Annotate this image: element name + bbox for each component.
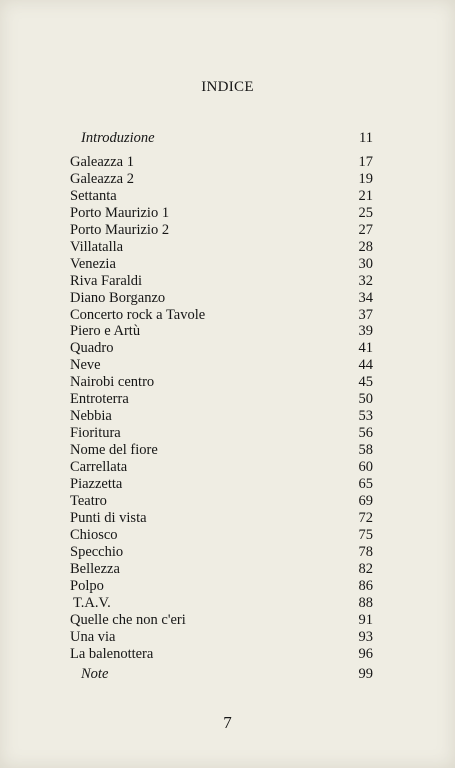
toc-entry-title: Nairobi centro — [70, 374, 155, 391]
index-title: INDICE — [201, 79, 254, 95]
toc-entry-title: Carrellata — [70, 459, 128, 476]
toc-entry-title: La balenottera — [70, 645, 154, 662]
toc-entry — [0, 476, 455, 493]
toc-entry — [0, 544, 455, 561]
toc-entry-title: Polpo — [70, 577, 104, 594]
toc-entry — [0, 442, 455, 459]
toc-entry — [0, 130, 455, 147]
toc-entry — [0, 323, 455, 340]
toc-entry — [0, 612, 455, 629]
toc-entry-title: Introduzione — [81, 130, 155, 146]
toc-entry-title: Specchio — [70, 543, 124, 560]
toc-entry-title: Diano Borganzo — [70, 289, 166, 306]
toc-entry-title: Bellezza — [70, 560, 120, 577]
toc-entry-title: T.A.V. — [73, 594, 111, 611]
toc-entry-title: Settanta — [70, 187, 117, 204]
toc-entry — [0, 425, 455, 442]
toc-entry — [0, 666, 455, 683]
toc-entry-page: 25 — [358, 204, 373, 221]
toc-entry-title: Entroterra — [70, 391, 129, 408]
toc-entry-title: Note — [81, 666, 109, 683]
toc-entry — [0, 357, 455, 374]
toc-entry — [0, 273, 455, 290]
toc-entry-title: Quelle che non c'eri — [70, 611, 186, 628]
toc-entry-title: Venezia — [70, 255, 116, 272]
toc-entry-page: 93 — [358, 628, 373, 645]
toc-entry — [0, 154, 455, 171]
toc-entry-page: 69 — [358, 492, 373, 509]
toc-entry — [0, 408, 455, 425]
toc-entry-title: Galeazza 1 — [70, 153, 134, 170]
toc-entry-title: Piazzetta — [70, 476, 123, 492]
toc-entry — [0, 374, 455, 391]
toc-entry-title: Nebbia — [70, 408, 112, 425]
toc-entry-title: Quadro — [70, 340, 114, 357]
toc-entry-page: 78 — [358, 543, 373, 560]
toc-entry-title: Concerto rock a Tavole — [70, 306, 206, 323]
toc-entry-title: Villatalla — [70, 238, 124, 255]
toc-entry — [0, 205, 455, 222]
toc-entry-title: Neve — [70, 357, 101, 374]
toc-entry-page: 30 — [358, 255, 373, 272]
toc-entry-page: 27 — [358, 221, 373, 238]
toc-entry-title: Nome del fiore — [70, 442, 158, 459]
toc-entry-page: 58 — [358, 442, 373, 459]
toc-entry-title: Punti di vista — [70, 509, 147, 526]
toc-entry-page: 96 — [358, 645, 373, 662]
toc-entry-page: 17 — [358, 153, 373, 170]
toc-entry — [0, 578, 455, 595]
toc-entry-page: 45 — [358, 374, 373, 391]
toc-entry — [0, 595, 455, 612]
page-number: 7 — [223, 713, 232, 732]
toc-entry — [0, 510, 455, 527]
toc-entry-page: 72 — [358, 509, 373, 526]
toc-entry-page: 82 — [358, 560, 373, 577]
toc-entry-page: 75 — [358, 526, 373, 543]
toc-entry-title: Piero e Artù — [70, 323, 141, 340]
toc-entry-page: 32 — [358, 272, 373, 289]
toc-entry — [0, 222, 455, 239]
toc-entry-page: 56 — [358, 425, 373, 442]
toc-entry-page: 41 — [358, 340, 373, 357]
toc-entry-page: 44 — [358, 357, 373, 374]
toc-entry — [0, 493, 455, 510]
toc-entry-page: 34 — [358, 289, 373, 306]
toc-entry-page: 53 — [358, 408, 373, 425]
toc-entry — [0, 290, 455, 307]
toc-entry-page: 99 — [358, 666, 373, 683]
toc-entry-title: Fioritura — [70, 425, 121, 442]
toc-entry-page: 11 — [359, 130, 373, 146]
toc-entry — [0, 459, 455, 476]
toc-entry-title: Porto Maurizio 2 — [70, 221, 170, 238]
toc-entry — [0, 527, 455, 544]
toc-entry-page: 65 — [358, 476, 373, 492]
toc-entry — [0, 256, 455, 273]
toc-entry-title: Porto Maurizio 1 — [70, 204, 170, 221]
toc-entry — [0, 646, 455, 663]
toc-entry-page: 50 — [358, 391, 373, 408]
toc-entry-title: Una via — [70, 628, 116, 645]
toc-entry — [0, 391, 455, 408]
toc-entry-page: 37 — [358, 306, 373, 323]
toc-entry-page: 19 — [358, 170, 373, 187]
toc-entry — [0, 188, 455, 205]
toc-entry-title: Chiosco — [70, 526, 118, 543]
toc-entry-page: 21 — [358, 187, 373, 204]
toc-entry — [0, 561, 455, 578]
toc-entry — [0, 171, 455, 188]
toc-entry — [0, 307, 455, 324]
toc-entry — [0, 239, 455, 256]
toc-entry-page: 28 — [358, 238, 373, 255]
toc-entry — [0, 629, 455, 646]
toc-entry-page: 88 — [358, 594, 373, 611]
toc-entry-page: 86 — [358, 577, 373, 594]
toc-entry-title: Riva Faraldi — [70, 272, 143, 289]
toc-entry-title: Galeazza 2 — [70, 170, 134, 187]
toc-entry-page: 60 — [358, 459, 373, 476]
toc-entry-title: Teatro — [70, 492, 107, 509]
toc-entry — [0, 340, 455, 357]
toc-entry-page: 91 — [358, 611, 373, 628]
toc-entry-page: 39 — [358, 323, 373, 340]
